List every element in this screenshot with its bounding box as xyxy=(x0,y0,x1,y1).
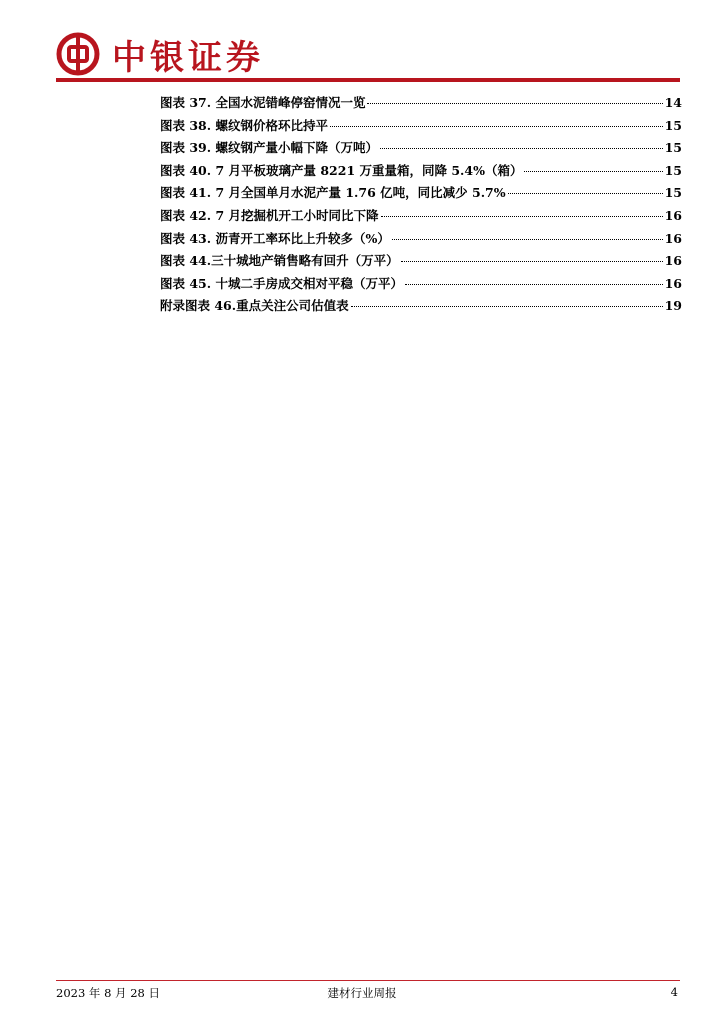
toc-entry-label: 图表 42. 7 月挖掘机开工小时同比下降 xyxy=(160,207,379,223)
toc-entry-page: 15 xyxy=(664,162,682,178)
toc-dot-leader xyxy=(380,148,663,149)
toc-entry-page: 16 xyxy=(664,230,682,246)
toc-dot-leader xyxy=(367,103,662,104)
toc-entry-page: 15 xyxy=(664,117,682,133)
toc-dot-leader xyxy=(508,193,663,194)
toc-entry-page: 15 xyxy=(664,140,682,156)
toc-dot-leader xyxy=(524,171,662,172)
toc-entry[interactable] xyxy=(160,138,682,161)
page-header xyxy=(56,28,680,78)
toc-entry[interactable] xyxy=(160,183,682,206)
toc-dot-leader xyxy=(405,284,663,285)
toc-entry-label: 图表 43. 沥青开工率环比上升较多（%） xyxy=(160,230,390,246)
toc-entry-label: 图表 39. 螺纹钢产量小幅下降（万吨） xyxy=(160,140,378,156)
footer-page-number: 4 xyxy=(670,985,678,999)
toc-entry[interactable] xyxy=(160,206,682,229)
bank-of-china-logo-icon xyxy=(56,32,100,76)
toc-dot-leader xyxy=(330,126,663,127)
footer-divider xyxy=(56,980,680,981)
table-of-figures xyxy=(160,93,682,319)
toc-entry-page: 14 xyxy=(664,95,682,110)
toc-entry[interactable] xyxy=(160,229,682,252)
toc-entry[interactable] xyxy=(160,116,682,139)
toc-entry[interactable] xyxy=(160,93,682,116)
toc-dot-leader xyxy=(401,261,663,262)
toc-dot-leader xyxy=(351,306,663,307)
toc-entry[interactable] xyxy=(160,296,682,319)
toc-entry[interactable] xyxy=(160,251,682,274)
toc-dot-leader xyxy=(381,216,663,217)
toc-entry[interactable] xyxy=(160,274,682,297)
toc-entry-label: 图表 41. 7 月全国单月水泥产量 1.76 亿吨，同比减少 5.7% xyxy=(160,185,506,201)
header-divider xyxy=(56,78,680,82)
toc-entry-label: 图表 45. 十城二手房成交相对平稳（万平） xyxy=(160,275,403,291)
toc-entry-label: 图表 37. 全国水泥错峰停窑情况一览 xyxy=(160,95,366,110)
footer-report-title: 建材行业周报 xyxy=(327,986,397,1000)
toc-entry-page: 19 xyxy=(664,298,682,314)
toc-entry-page: 16 xyxy=(664,253,682,269)
toc-entry-label: 附录图表 46.重点关注公司估值表 xyxy=(160,298,349,314)
toc-dot-leader xyxy=(392,239,663,240)
toc-entry-page: 16 xyxy=(664,275,682,291)
toc-entry[interactable] xyxy=(160,161,682,184)
toc-entry-label: 图表 44.三十城地产销售略有回升（万平） xyxy=(160,253,399,269)
toc-entry-page: 15 xyxy=(664,185,682,201)
brand-name: 中银证券 xyxy=(112,38,264,78)
toc-entry-label: 图表 38. 螺纹钢价格环比持平 xyxy=(160,117,328,133)
toc-entry-page: 16 xyxy=(664,207,682,223)
toc-entry-label: 图表 40. 7 月平板玻璃产量 8221 万重量箱，同降 5.4%（箱） xyxy=(160,162,523,178)
footer-date: 2023 年 8 月 28 日 xyxy=(56,986,160,1000)
